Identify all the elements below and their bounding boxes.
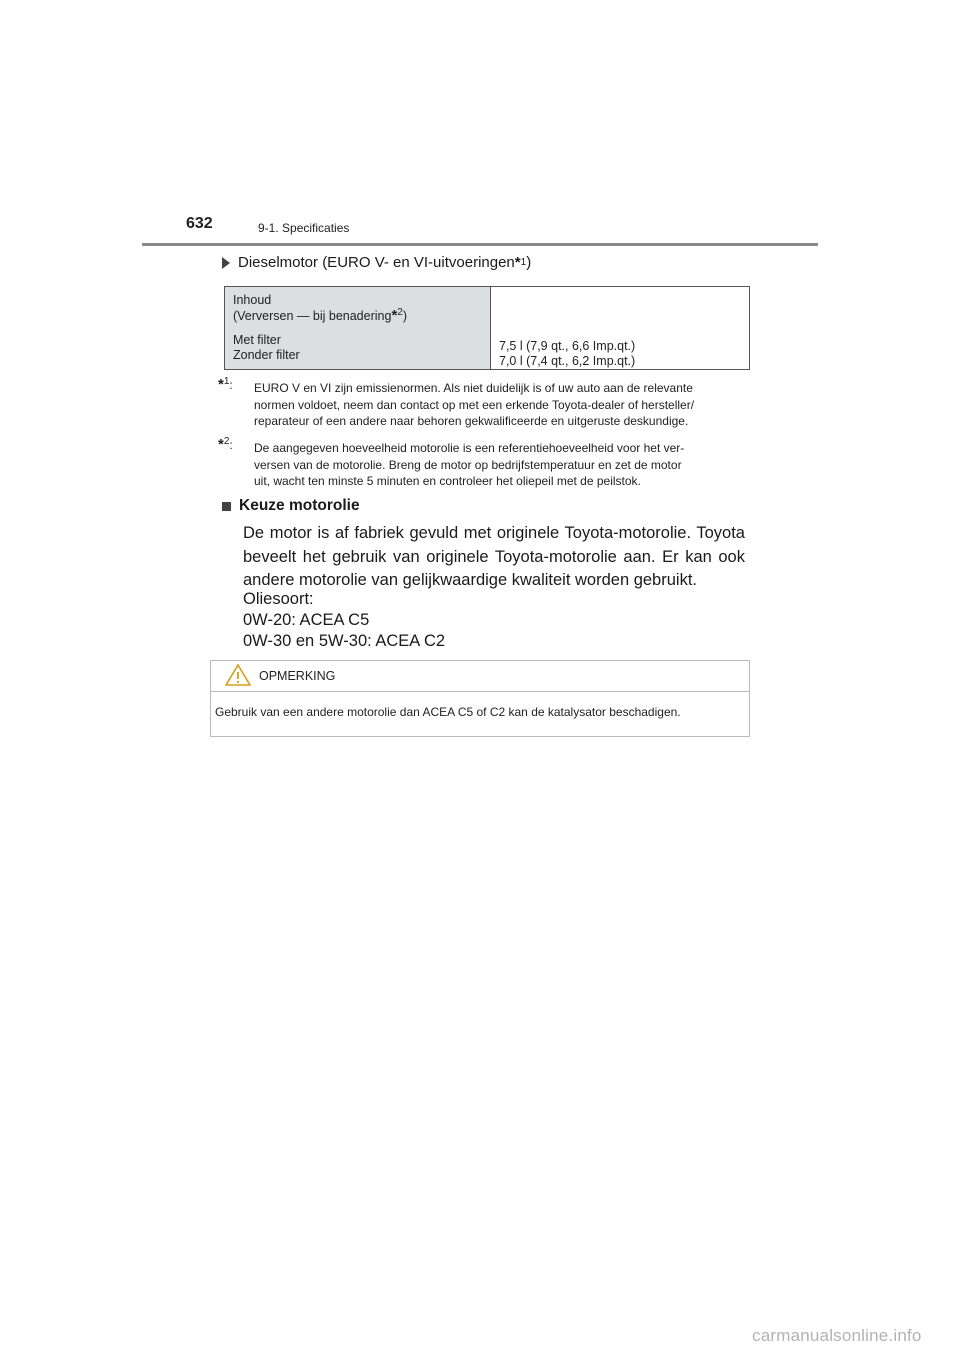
oil-capacity-table [224, 286, 750, 370]
notice-header [211, 661, 749, 692]
section-title: 9-1. Specificaties [258, 221, 350, 235]
footnote-2-line-3: uit, wacht ten minste 5 minuten en controleer het oliepeil met de peilstok. [254, 474, 641, 488]
footnote-1-line-3: reparateur of een andere naar behoren gekwalificeerde en uitgeruste deskundige. [254, 414, 689, 428]
footnote-2-line-2: versen van de motorolie. Breng de motor op bedrijfstemperatuur en zet de motor [254, 457, 682, 472]
footnote-1 [218, 376, 746, 430]
footnote-1-text [254, 380, 746, 430]
header-divider [142, 243, 818, 246]
oil-type-item: 0W-20: ACEA C5 [243, 611, 370, 629]
capacity-value-cell [491, 287, 749, 369]
capacity-label: Inhoud [233, 293, 272, 307]
capacity-sublabel-close: ) [402, 309, 408, 323]
asterisk-mark: * [514, 254, 521, 271]
row-label-without-filter: Zonder filter [233, 348, 300, 362]
capacity-sublabel [233, 308, 482, 323]
capacity-sublabel-sup: 2 [397, 306, 403, 318]
watermark: carmanualsonline.info [752, 1326, 922, 1345]
row-label-with-filter: Met filter [233, 333, 281, 347]
row-value-with-filter: 7,5 l (7,9 qt., 6,6 Imp.qt.) [499, 339, 636, 353]
oil-choice-paragraph: De motor is af fabriek gevuld met originele Toyota-motorolie. Toyota beveelt het gebruik van originele Toyota-motorolie aan. Er kan ook andere motorolie van gelijkwaardige kwaliteit worden gebruikt. [243, 524, 745, 589]
footnote-2-text [254, 440, 746, 490]
warning-triangle-icon [225, 664, 251, 689]
row-value-without-filter: 7,0 l (7,4 qt., 6,2 Imp.qt.) [499, 354, 636, 368]
capacity-label-cell [225, 287, 491, 369]
footnote-2-line-1: De aangegeven hoeveelheid motorolie is een referentiehoeveelheid voor het ver- [254, 441, 685, 455]
engine-heading-text: Dieselmotor (EURO V- en VI-uitvoeringen [238, 254, 515, 271]
page-number: 632 [186, 215, 213, 232]
footnote-1-mark: *$^1$: [218, 376, 233, 393]
oil-choice-heading-text: Keuze motorolie [239, 497, 360, 514]
oil-type-label: Oliesoort: [243, 590, 314, 608]
oil-type-list [243, 589, 445, 652]
capacity-sublabel-text: (Verversen — bij benadering [233, 309, 392, 323]
oil-choice-heading [222, 497, 360, 515]
notice-text: Gebruik van een andere motorolie dan ACEA C5 of C2 kan de katalysator beschadigen. [215, 705, 681, 719]
footnote-1-line-1: EURO V en VI zijn emissienormen. Als niet duidelijk is of uw auto aan de relevante [254, 381, 693, 395]
engine-heading: Dieselmotor (EURO V- en VI-uitvoeringen * 1 ) [222, 254, 531, 271]
engine-heading-close: ) [526, 254, 532, 271]
footnote-2 [218, 436, 746, 490]
square-bullet-icon [222, 502, 231, 511]
notice-title: OPMERKING [259, 669, 336, 683]
asterisk-mark: * [391, 307, 398, 324]
footnote-1-line-2: normen voldoet, neem dan contact op met een erkende Toyota-dealer of hersteller/ [254, 397, 695, 412]
footnote-2-mark: *$^2$: [218, 436, 233, 453]
notice-box [210, 660, 750, 737]
oil-type-item: 0W-30 en 5W-30: ACEA C2 [243, 632, 446, 650]
triangle-bullet-icon [222, 257, 230, 269]
